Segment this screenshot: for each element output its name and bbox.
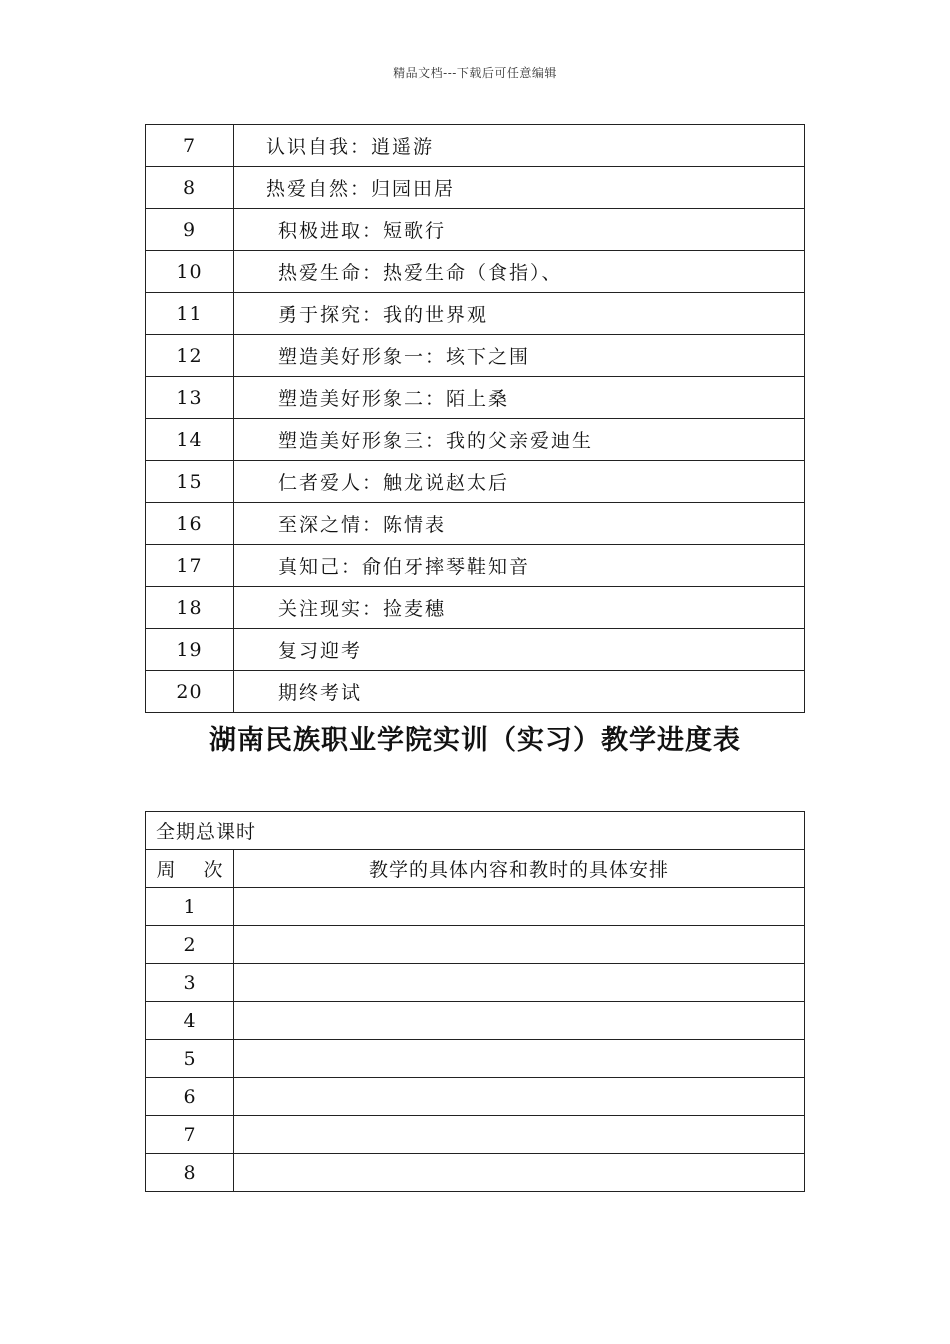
table-row	[146, 209, 805, 251]
lesson-content: 复习迎考	[234, 629, 805, 671]
content-cell[interactable]	[234, 926, 805, 964]
week-number: 18	[146, 587, 234, 629]
table-row	[146, 545, 805, 587]
week-number: 4	[146, 1002, 234, 1040]
week-number: 16	[146, 503, 234, 545]
lesson-content: 期终考试	[234, 671, 805, 713]
lesson-content: 真知己：俞伯牙摔琴鞋知音	[234, 545, 805, 587]
content-cell[interactable]	[234, 964, 805, 1002]
table-row	[146, 1002, 805, 1040]
table-row	[146, 125, 805, 167]
content-cell[interactable]	[234, 888, 805, 926]
week-number: 8	[146, 167, 234, 209]
week-number: 5	[146, 1040, 234, 1078]
week-number: 1	[146, 888, 234, 926]
content-cell[interactable]	[234, 1116, 805, 1154]
table-row	[146, 888, 805, 926]
table-row	[146, 293, 805, 335]
lesson-content: 塑造美好形象三：我的父亲爱迪生	[234, 419, 805, 461]
lesson-content: 积极进取：短歌行	[234, 209, 805, 251]
week-number: 12	[146, 335, 234, 377]
table-row	[146, 629, 805, 671]
week-number: 13	[146, 377, 234, 419]
table-row	[146, 419, 805, 461]
lesson-content: 热爱生命：热爱生命（食指）、	[234, 251, 805, 293]
lesson-content: 塑造美好形象一：垓下之围	[234, 335, 805, 377]
header-row	[146, 850, 805, 888]
table-row	[146, 1116, 805, 1154]
content-cell[interactable]	[234, 1002, 805, 1040]
week-number: 8	[146, 1154, 234, 1192]
header-note: 精品文档---下载后可任意编辑	[393, 66, 557, 80]
table-row	[146, 251, 805, 293]
week-column-header: 周 次	[146, 850, 234, 888]
table-row	[146, 1078, 805, 1116]
table-row	[146, 335, 805, 377]
lesson-content: 勇于探究：我的世界观	[234, 293, 805, 335]
week-number: 17	[146, 545, 234, 587]
week-number: 19	[146, 629, 234, 671]
lesson-content: 关注现实：捡麦穗	[234, 587, 805, 629]
week-number: 7	[146, 1116, 234, 1154]
lesson-content: 认识自我：逍遥游	[234, 125, 805, 167]
week-number: 15	[146, 461, 234, 503]
table-row	[146, 1040, 805, 1078]
training-schedule-table	[145, 811, 805, 1192]
lesson-content: 塑造美好形象二：陌上桑	[234, 377, 805, 419]
week-number: 10	[146, 251, 234, 293]
week-number: 2	[146, 926, 234, 964]
week-number: 20	[146, 671, 234, 713]
week-number: 6	[146, 1078, 234, 1116]
content-cell[interactable]	[234, 1040, 805, 1078]
week-number: 9	[146, 209, 234, 251]
table-row	[146, 587, 805, 629]
schedule-table	[145, 124, 805, 713]
content-column-header: 教学的具体内容和教时的具体安排	[234, 850, 805, 888]
lesson-content: 至深之情：陈情表	[234, 503, 805, 545]
lesson-content: 热爱自然：归园田居	[234, 167, 805, 209]
week-number: 11	[146, 293, 234, 335]
table-row	[146, 964, 805, 1002]
week-number: 7	[146, 125, 234, 167]
table-row	[146, 1154, 805, 1192]
table-row	[146, 377, 805, 419]
document-title: 湖南民族职业学院实训（实习）教学进度表	[209, 725, 741, 756]
table-row	[146, 503, 805, 545]
table-row	[146, 167, 805, 209]
content-cell[interactable]	[234, 1154, 805, 1192]
lesson-content: 仁者爱人：触龙说赵太后	[234, 461, 805, 503]
table-row	[146, 461, 805, 503]
table-row	[146, 671, 805, 713]
total-hours-row	[146, 812, 805, 850]
week-number: 14	[146, 419, 234, 461]
total-hours-label: 全期总课时	[146, 812, 805, 850]
table-row	[146, 926, 805, 964]
week-number: 3	[146, 964, 234, 1002]
content-cell[interactable]	[234, 1078, 805, 1116]
